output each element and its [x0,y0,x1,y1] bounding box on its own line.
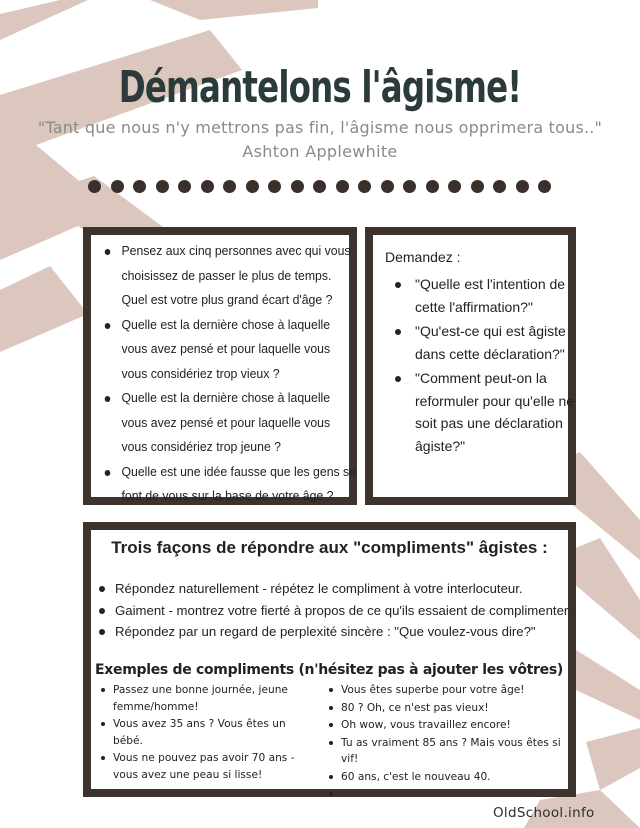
divider-dot [88,180,101,193]
quote-text: "Tant que nous n'y mettrons pas fin, l'âgisme nous opprimera tous.." [37,118,603,137]
list-item: Oh wow, vous travaillez encore! [327,717,567,734]
ask-box [365,227,576,505]
divider-dot [223,180,236,193]
responses-list [97,578,577,643]
list-item: Vous avez 35 ans ? Vous êtes un bébé. [99,716,313,749]
divider-dot [313,180,326,193]
divider-dot [516,180,529,193]
list-item: Vous ne pouvez pas avoir 70 ans - vous avez une peau si lisse! [99,750,313,783]
divider-dot [538,180,551,193]
list-item: Quelle est la dernière chose à laquelle [101,313,345,338]
dot-divider [88,180,558,194]
reflection-list [101,239,363,509]
divider-dot [133,180,146,193]
divider-dot [448,180,461,193]
divider-dot [493,180,506,193]
quote-author: Ashton Applewhite [242,142,398,161]
list-item: Vous êtes superbe pour votre âge! [327,682,567,699]
list-item-continued: vous avez pensé et pour laquelle vous [121,414,331,430]
list-item-continued: font de vous sur la base de votre âge ? [121,488,334,503]
list-item: Gaiment - montrez votre fierté à propos de ce qu'ils essaient de complimenter. [97,600,577,622]
list-item: 80 ? Oh, ce n'est pas vieux! [327,700,567,717]
list-item-continued: choisissez de passer le plus de temps. [121,267,332,283]
divider-dot [426,180,439,193]
divider-dot [358,180,371,193]
list-item: Répondez par un regard de perplexité sincère : "Que voulez-vous dire?" [97,621,577,643]
examples-right-list [327,682,567,803]
list-item-continued: Quel est votre plus grand écart d'âge ? [121,292,333,307]
examples-title: Exemples de compliments (n'hésitez pas à ajouter les vôtres) [95,662,563,678]
list-item-continued: vous avez pensé et pour laquelle vous [121,341,331,356]
ask-list [389,273,575,459]
footer-site: OldSchool.info [493,805,595,821]
divider-dot [471,180,484,193]
divider-dot [336,180,349,193]
reflection-box [83,227,357,505]
empty-list-item [327,786,567,802]
list-item: 60 ans, c'est le nouveau 40. [327,769,567,786]
divider-dot [268,180,281,193]
divider-dot [111,180,124,193]
page-title: Démantelons l'âgisme! [118,62,522,113]
divider-dot [178,180,191,193]
responses-title: Trois façons de répondre aux "compliments" âgistes : [111,538,548,557]
list-item-continued: vous considériez trop jeune ? [121,439,281,454]
responses-box [83,522,576,797]
list-item-continued: vous considériez trop vieux ? [121,365,280,381]
list-item: "Comment peut-on la reformuler pour qu'elle ne soit pas une déclaration âgiste?" [389,367,575,457]
divider-dot [156,180,169,193]
list-item: Pensez aux cinq personnes avec qui vous [101,239,345,264]
divider-dot [403,180,416,193]
divider-dot [201,180,214,193]
divider-dot [291,180,304,193]
list-item: "Qu'est-ce qui est âgiste dans cette déclaration?" [389,320,575,365]
list-item: Quelle est la dernière chose à laquelle [101,386,345,411]
list-item: Passez une bonne journée, jeune femme/homme! [99,682,313,715]
divider-dot [246,180,259,193]
list-item: "Quelle est l'intention de cette l'affirmation?" [389,273,575,318]
ask-label: Demandez : [385,249,461,265]
divider-dot [381,180,394,193]
list-item: Quelle est une idée fausse que les gens se [101,460,345,485]
list-item: Tu as vraiment 85 ans ? Mais vous êtes si vif! [327,735,567,768]
list-item: Répondez naturellement - répétez le compliment à votre interlocuteur. [97,578,577,600]
examples-left-list [99,682,313,784]
